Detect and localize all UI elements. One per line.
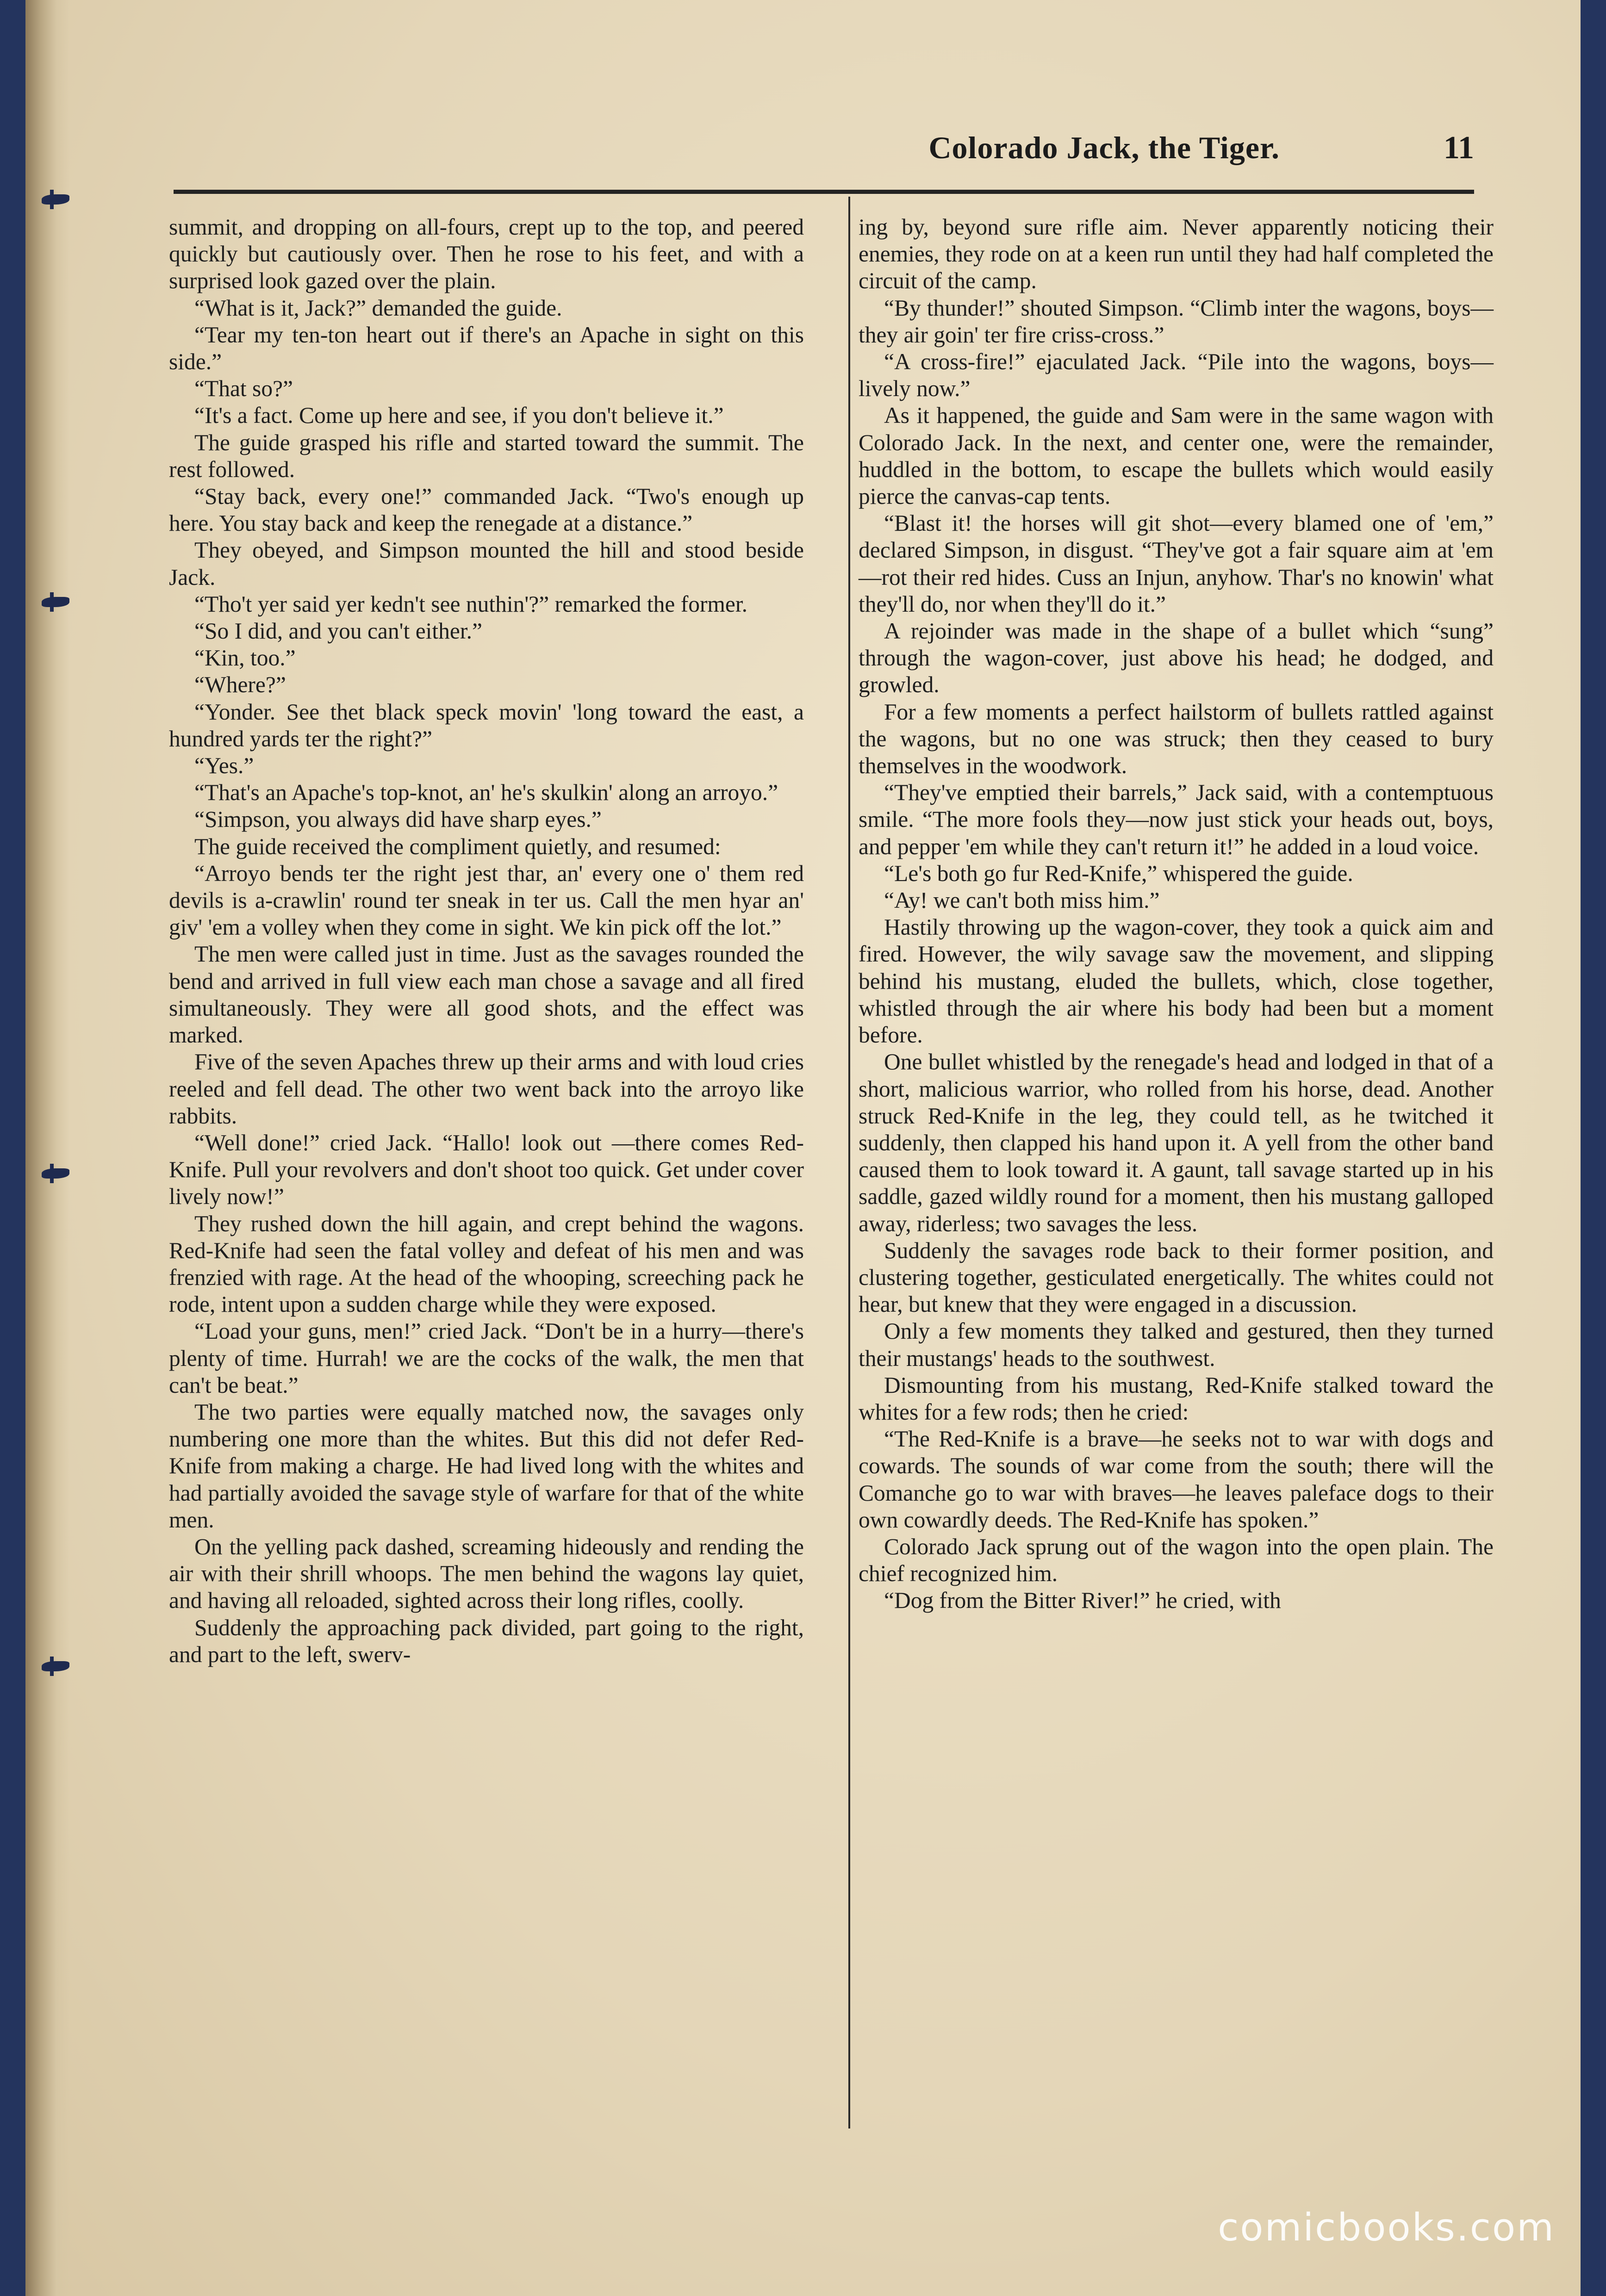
right-text-column	[859, 214, 1494, 1614]
paragraph: “Dog from the Bitter River!” he cried, with	[884, 1588, 1281, 1613]
paragraph: “That so?”	[194, 376, 293, 402]
running-head-title: Colorado Jack, the Tiger.	[928, 130, 1280, 165]
paragraph: Hastily throwing up the wagon-cover, they took a quick aim and fired. However, the wily savage saw the movement, and slipping behind his mustang, eluded the bullets, which, close together, whistled through the air where his body had been but a moment before.	[859, 914, 1494, 1048]
paragraph: “What is it, Jack?” demanded the guide.	[194, 295, 562, 321]
paragraph: “Stay back, every one!” commanded Jack. “Two's enough up here. You stay back and keep the renegade at a distance.”	[169, 484, 804, 536]
paragraph: “Arroyo bends ter the right jest thar, an' every one o' them red devils is a-crawlin' round ter sneak in ter us. Call the men hyar an' giv' 'em a volley when they come in sight. We kin pick off the lot.”	[169, 860, 804, 940]
paragraph: They rushed down the hill again, and crept behind the wagons. Red-Knife had seen the fatal volley and defeat of his men and was frenzied with rage. At the head of the whooping, screeching pack he rode, intent upon a sudden charge while they were exposed.	[169, 1210, 804, 1317]
paragraph: “It's a fact. Come up here and see, if you don't believe it.”	[194, 403, 724, 428]
left-text-column	[169, 214, 804, 1668]
page-header	[174, 130, 1474, 180]
paragraph: The guide grasped his rifle and started toward the summit. The rest followed.	[169, 429, 804, 482]
paragraph: The guide received the compliment quietly, and resumed:	[194, 833, 721, 859]
binding-stitch	[42, 597, 69, 607]
column-divider	[848, 197, 850, 2128]
paragraph: “So I did, and you can't either.”	[194, 618, 482, 644]
paragraph: “Kin, too.”	[194, 645, 296, 671]
paragraph: “The Red-Knife is a brave—he seeks not to war with dogs and cowards. The sounds of war come from the south; there will the Comanche go to war with braves—he leaves paleface dogs to their own cowardly deeds. The Red-Knife has spoken.”	[859, 1426, 1494, 1533]
paragraph: The men were called just in time. Just as the savages rounded the bend and arrived in full view each man chose a savage and all fired simultaneously. They were all good shots, and the effect was marked.	[169, 941, 804, 1048]
paragraph: As it happened, the guide and Sam were in the same wagon with Colorado Jack. In the next, and center one, were the remainder, huddled in the bottom, to escape the bullets which would easily pierce the canvas-cap tents.	[859, 403, 1494, 509]
paragraph: Suddenly the savages rode back to their former position, and clustering together, gesticulated energetically. The whites could not hear, but knew that they were engaged in a discussion.	[859, 1237, 1494, 1317]
paragraph: A rejoinder was made in the shape of a bullet which “sung” through the wagon-cover, just above his head; he dodged, and growled.	[859, 618, 1494, 698]
paragraph: “Well done!” cried Jack. “Hallo! look out —there comes Red-Knife. Pull your revolvers and don't shoot too quick. Get under cover lively now!”	[169, 1129, 804, 1210]
paragraph: “Blast it! the horses will git shot—every blamed one of 'em,” declared Simpson, in disgust. “They've got a fair square aim at 'em —rot their red hides. Cuss an Injun, anyhow. Thar's no knowin' what they'll do, nor when they'll do it.”	[859, 510, 1494, 617]
paragraph: “Ay! we can't both miss him.”	[884, 887, 1160, 913]
binding-stitch	[42, 194, 69, 205]
binding-stitch	[42, 1168, 69, 1179]
paragraph: Colorado Jack sprung out of the wagon into the open plain. The chief recognized him.	[859, 1533, 1494, 1587]
paragraph: “Load your guns, men!” cried Jack. “Don't be in a hurry—there's plenty of time. Hurrah! we are the cocks of the walk, the men that can't be beat.”	[169, 1318, 804, 1398]
paragraph: “Yes.”	[194, 753, 254, 779]
paragraph: Suddenly the approaching pack divided, part going to the right, and part to the left, swerv-	[169, 1614, 804, 1667]
paragraph: For a few moments a perfect hailstorm of bullets rattled against the wagons, but no one was struck; then they ceased to bury themselves in the woodwork.	[859, 699, 1494, 779]
header-rule	[174, 190, 1474, 194]
paragraph: “Where?”	[194, 672, 286, 698]
paragraph: ing by, beyond sure rifle aim. Never apparently noticing their enemies, they rode on at a keen run until they had half completed the circuit of the camp.	[859, 214, 1494, 294]
paragraph: Dismounting from his mustang, Red-Knife stalked toward the whites for a few rods; then he cried:	[859, 1372, 1494, 1425]
paragraph: “They've emptied their barrels,” Jack said, with a contemptuous smile. “The more fools they—now just stick your heads out, boys, and pepper 'em while they can't return it!” he added in a loud voice.	[859, 780, 1494, 859]
paragraph: “Tear my ten-ton heart out if there's an Apache in sight on this side.”	[169, 322, 804, 375]
paragraph: “Simpson, you always did have sharp eyes.”	[194, 807, 602, 832]
paragraph: “That's an Apache's top-knot, an' he's skulkin' along an arroyo.”	[194, 780, 778, 806]
paragraph: They obeyed, and Simpson mounted the hill and stood beside Jack.	[169, 537, 804, 590]
page-number: 11	[1443, 130, 1474, 166]
paragraph: “Le's both go fur Red-Knife,” whispered the guide.	[884, 860, 1353, 886]
paragraph: Only a few moments they talked and gestured, then they turned their mustangs' heads to the southwest.	[859, 1318, 1494, 1371]
binding-gutter	[25, 0, 69, 2296]
book-page	[25, 0, 1581, 2296]
paragraph: On the yelling pack dashed, screaming hideously and rending the air with their shrill whoops. The men behind the wagons lay quiet, and having all reloaded, sighted across their long rifles, coolly.	[169, 1533, 804, 1613]
paragraph: One bullet whistled by the renegade's head and lodged in that of a short, malicious warrior, who rolled from his horse, dead. Another struck Red-Knife in the leg, they could tell, as he twitched it suddenly, then clapped his hand upon it. A yell from the other band caused them to look toward it. A gaunt, tall savage started up in his saddle, gazed wildly round for a moment, then his mustang galloped away, riderless; two savages the less.	[859, 1049, 1494, 1236]
paragraph: The two parties were equally matched now, the savages only numbering one more than the whites. But this did not defer Red-Knife from making a charge. He had lived long with the whites and had partially avoided the savage style of warfare for that of the white men.	[169, 1399, 804, 1533]
paragraph: “Tho't yer said yer kedn't see nuthin'?” remarked the former.	[194, 591, 748, 617]
paragraph: “By thunder!” shouted Simpson. “Climb inter the wagons, boys—they air goin' ter fire criss-cross.”	[859, 295, 1494, 348]
site-watermark: comicbooks.com	[1218, 2206, 1555, 2250]
binding-stitch	[42, 1661, 69, 1671]
paragraph: Five of the seven Apaches threw up their arms and with loud cries reeled and fell dead. The other two went back into the arroyo like rabbits.	[169, 1049, 804, 1129]
paragraph: summit, and dropping on all-fours, crept up to the top, and peered quickly but cautiously over. Then he rose to his feet, and with a surprised look gazed over the plain.	[169, 214, 804, 294]
paragraph: “Yonder. See thet black speck movin' 'long toward the east, a hundred yards ter the right?”	[169, 699, 804, 751]
paragraph: “A cross-fire!” ejaculated Jack. “Pile into the wagons, boys—lively now.”	[859, 349, 1494, 402]
